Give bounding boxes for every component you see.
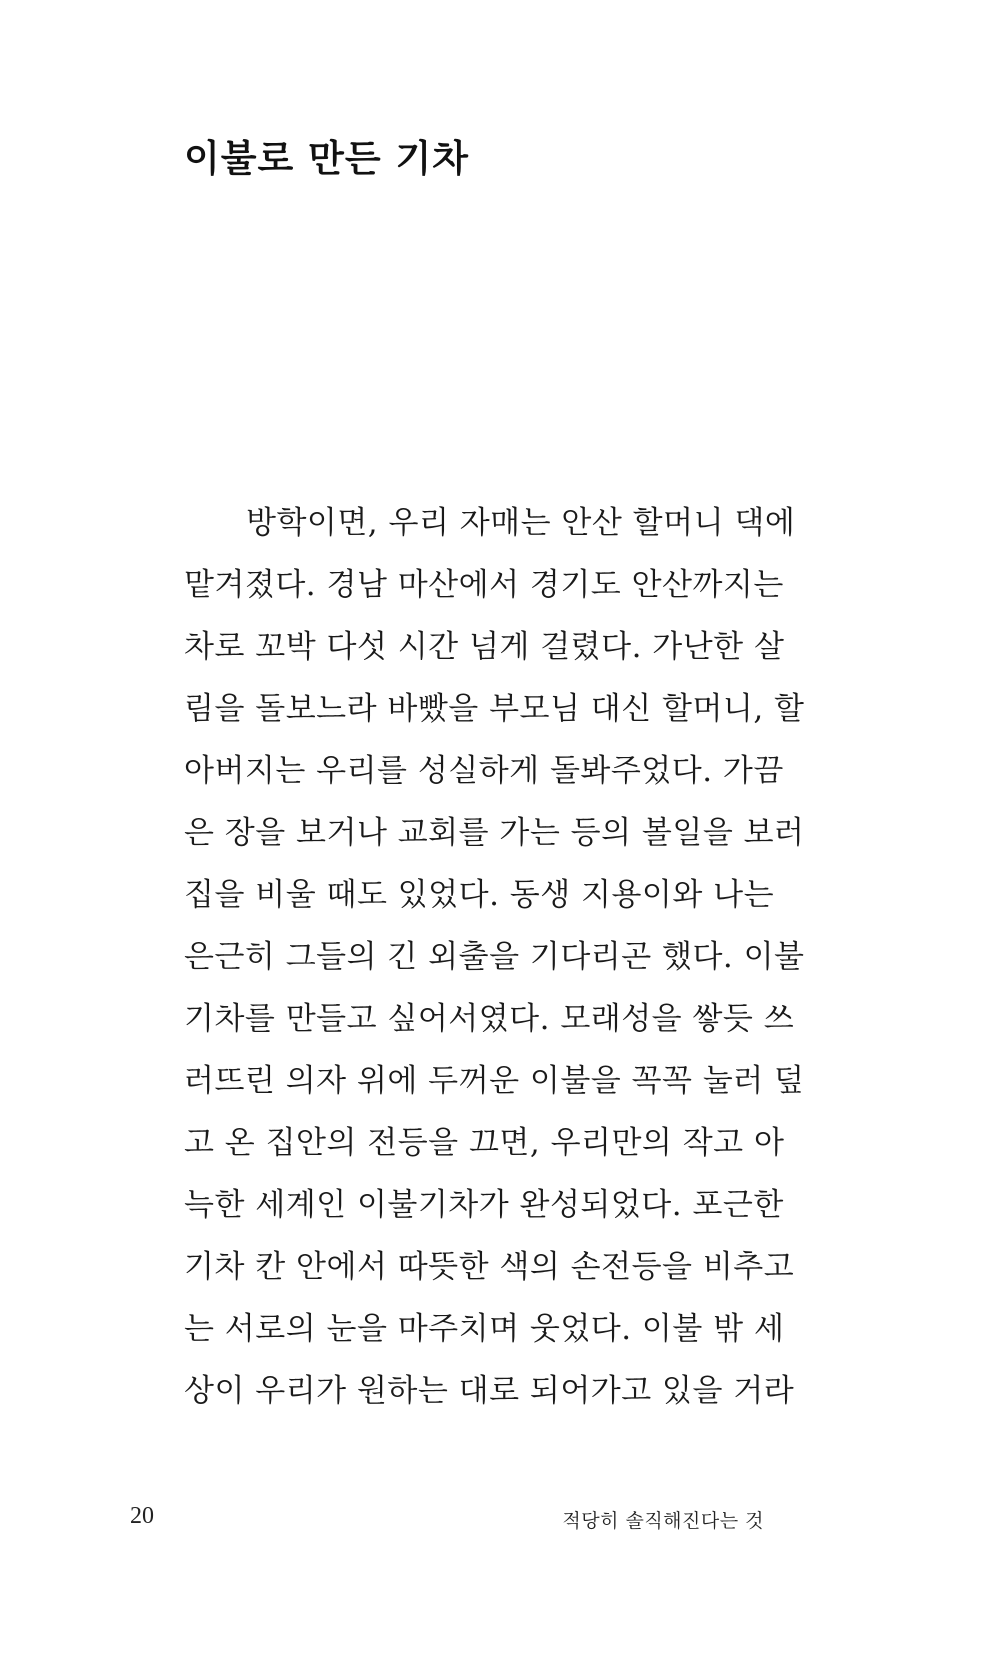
body-line: 은근히 그들의 긴 외출을 기다리곤 했다. 이불 [184, 939, 805, 975]
body-line: 늑한 세계인 이불기차가 완성되었다. 포근한 [184, 1187, 784, 1223]
body-line: 집을 비울 때도 있었다. 동생 지용이와 나는 [184, 877, 775, 913]
running-footer-book-title: 적당히 솔직해진다는 것 [562, 1510, 764, 1532]
body-line: 차로 꼬박 다섯 시간 넘게 걸렸다. 가난한 살 [184, 629, 785, 665]
body-line: 러뜨린 의자 위에 두꺼운 이불을 꼭꼭 눌러 덮 [184, 1063, 805, 1099]
body-line: 는 서로의 눈을 마주치며 웃었다. 이불 밖 세 [184, 1311, 785, 1347]
body-line: 방학이면, 우리 자매는 안산 할머니 댁에 [246, 505, 796, 541]
body-line: 림을 돌보느라 바빴을 부모님 대신 할머니, 할 [184, 691, 805, 727]
page-number: 20 [130, 1503, 154, 1529]
body-line: 기차를 만들고 싶어서였다. 모래성을 쌓듯 쓰 [184, 1001, 795, 1037]
body-paragraph [184, 492, 805, 1422]
chapter-title: 이불로 만든 기차 [184, 136, 469, 180]
body-line: 상이 우리가 원하는 대로 되어가고 있을 거라 [184, 1373, 795, 1409]
body-line: 고 온 집안의 전등을 끄면, 우리만의 작고 아 [184, 1125, 785, 1161]
body-line: 맡겨졌다. 경남 마산에서 경기도 안산까지는 [184, 567, 784, 603]
body-line: 기차 칸 안에서 따뜻한 색의 손전등을 비추고 [184, 1249, 795, 1285]
body-line: 아버지는 우리를 성실하게 돌봐주었다. 가끔 [184, 753, 784, 789]
body-line: 은 장을 보거나 교회를 가는 등의 볼일을 보러 [184, 815, 805, 851]
